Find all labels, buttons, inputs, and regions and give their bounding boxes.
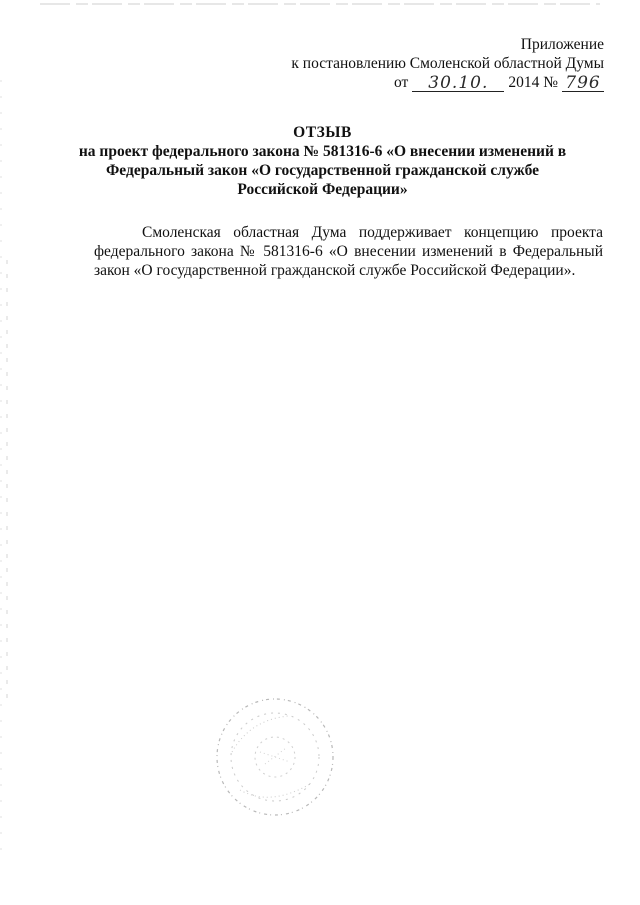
appendix-header (291, 35, 604, 92)
seal-stamp (210, 692, 340, 822)
title-line-2: Федеральный закон «О государственной гражданской службе (105, 162, 540, 179)
handwritten-number: 796 (562, 75, 604, 92)
title-line-1: на проект федерального закона № 581316-6 «О внесении изменений в (78, 143, 567, 160)
title-heading: ОТЗЫВ (293, 124, 352, 141)
appendix-label: Приложение (520, 36, 604, 53)
body-paragraph: Смоленская областная Дума поддерживает концепцию проекта федерального закона № 581316-6 «О внесении изменений в Федеральный закон «О государственной гражданской службе Российской Федерации». (94, 224, 603, 279)
year-and-number-label: 2014 № (508, 74, 558, 91)
document-title (60, 123, 585, 199)
faint-round-seal-icon (210, 692, 340, 822)
title-line-3: Российской Федерации» (237, 181, 408, 198)
date-prefix: от (394, 74, 409, 91)
date-number-line (291, 73, 604, 92)
resolution-reference: к постановлению Смоленской областной Думы (291, 55, 604, 72)
document-body (94, 223, 603, 280)
handwritten-date: 30.10. (412, 75, 504, 92)
